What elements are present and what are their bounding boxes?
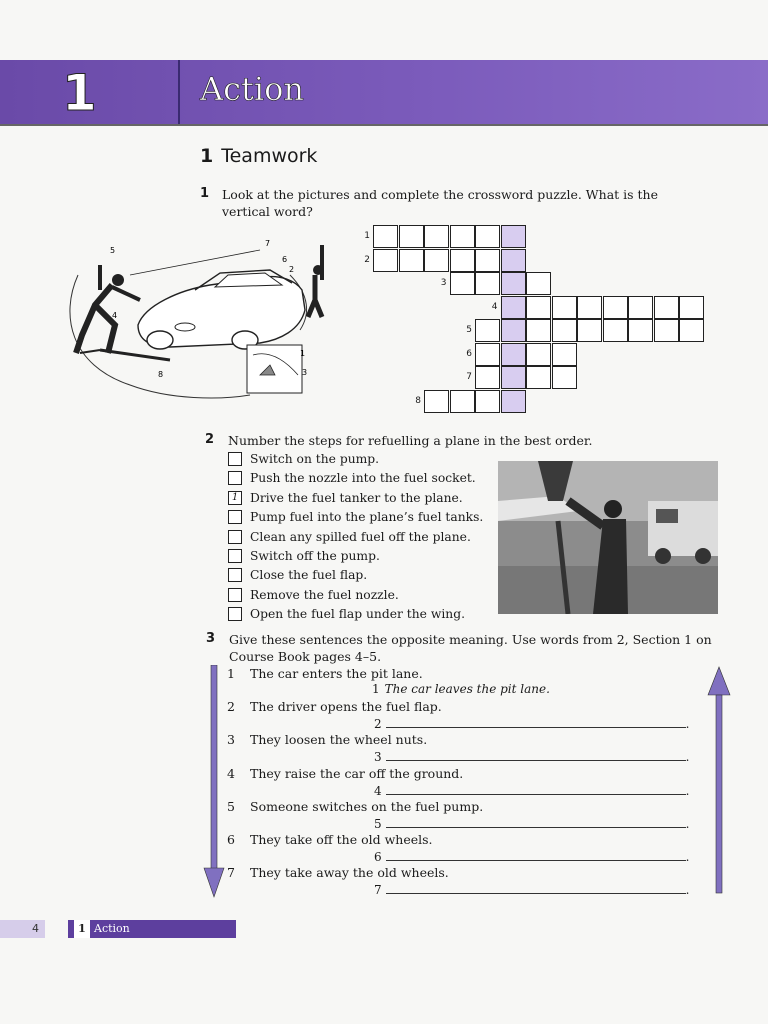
crossword-vertical-cell[interactable] xyxy=(501,319,526,342)
ex2-instruction: Number the steps for refuelling a plane in the best order. xyxy=(228,433,593,448)
crossword-cell[interactable] xyxy=(424,225,449,248)
answer-row xyxy=(374,848,689,864)
sentence-number: 6 xyxy=(227,832,235,847)
crossword-cell[interactable] xyxy=(450,249,475,272)
pic-label-3: 3 xyxy=(302,368,308,377)
answer-row xyxy=(374,815,689,831)
step-text: Switch on the pump. xyxy=(250,452,380,466)
pic-label-6: 6 xyxy=(282,255,288,264)
crossword-cell[interactable] xyxy=(679,296,704,319)
crossword-cell[interactable] xyxy=(654,319,679,342)
sentence-text: They loosen the wheel nuts. xyxy=(250,732,428,748)
answer-period: . xyxy=(685,783,690,798)
crossword-cell[interactable] xyxy=(526,319,551,342)
crossword-cell[interactable] xyxy=(654,296,679,319)
ex3-number: 3 xyxy=(206,631,216,646)
banner-divider xyxy=(178,60,180,124)
step-text: Push the nozzle into the fuel socket. xyxy=(250,471,476,486)
sentence-number: 1 xyxy=(227,666,235,681)
crossword-cell[interactable] xyxy=(399,249,424,272)
crossword-cell[interactable] xyxy=(526,343,551,366)
crossword-cell[interactable] xyxy=(526,272,551,295)
crossword-cell[interactable] xyxy=(475,343,500,366)
pic-label-4: 4 xyxy=(112,311,118,320)
answer-number: 6 xyxy=(374,850,382,864)
answer-number: 5 xyxy=(374,816,382,831)
step-text: Remove the fuel nozzle. xyxy=(250,587,399,602)
pic-label-5: 5 xyxy=(110,246,116,255)
crossword-clue-number: 8 xyxy=(415,395,421,406)
ex3-instruction xyxy=(229,631,712,665)
sentence-text: They raise the car off the ground. xyxy=(250,765,464,781)
crossword-vertical-cell[interactable] xyxy=(501,390,526,413)
step-order-box[interactable] xyxy=(228,510,242,524)
crossword-cell[interactable] xyxy=(552,366,577,389)
sentence-text: The driver opens the fuel flap. xyxy=(250,699,442,715)
crossword-vertical-cell[interactable] xyxy=(501,296,526,319)
crossword-grid xyxy=(355,225,735,425)
ex3-instruction-line1: Give these sentences the opposite meaning. Use words from 2, Section 1 on xyxy=(229,632,712,647)
sentence-text: They take off the old wheels. xyxy=(250,832,433,847)
pic-label-8: 8 xyxy=(158,370,164,379)
sentence-text: They take away the old wheels. xyxy=(250,865,449,881)
footer-unit-bar xyxy=(68,920,236,938)
crossword-cell[interactable] xyxy=(450,390,475,413)
refuelling-photo xyxy=(498,461,718,614)
crossword-vertical-cell[interactable] xyxy=(501,366,526,389)
crossword-cell[interactable] xyxy=(603,296,628,319)
crossword-cell[interactable] xyxy=(475,225,500,248)
pic-label-1: 1 xyxy=(300,349,306,358)
sentence-number: 5 xyxy=(227,798,235,814)
crossword-cell[interactable] xyxy=(373,225,398,248)
step-order-box[interactable] xyxy=(228,607,242,621)
crossword-cell[interactable] xyxy=(424,390,449,413)
crossword-cell[interactable] xyxy=(552,296,577,319)
crossword-cell[interactable] xyxy=(424,249,449,272)
crossword-cell[interactable] xyxy=(475,272,500,295)
crossword-cell[interactable] xyxy=(603,319,628,342)
crossword-cell[interactable] xyxy=(679,319,704,342)
step-order-box[interactable]: 1 xyxy=(228,491,242,505)
answer-line[interactable] xyxy=(386,748,686,761)
answer-row xyxy=(372,682,550,696)
crossword-cell[interactable] xyxy=(628,319,653,342)
page-number: 4 xyxy=(0,920,45,938)
crossword-clue-number: 5 xyxy=(466,325,472,335)
crossword-vertical-cell[interactable] xyxy=(501,272,526,295)
crossword-vertical-cell[interactable] xyxy=(501,249,526,272)
answer-example-text: The car leaves the pit lane. xyxy=(384,682,550,696)
crossword-cell[interactable] xyxy=(552,343,577,366)
step-order-box[interactable] xyxy=(228,471,242,485)
sentence-number: 2 xyxy=(227,699,235,715)
crossword-cell[interactable] xyxy=(475,390,500,413)
answer-line[interactable] xyxy=(386,848,686,861)
crossword-cell[interactable] xyxy=(475,249,500,272)
answer-row xyxy=(374,715,689,731)
step-text: Open the fuel flap under the wing. xyxy=(250,607,465,622)
answer-number: 3 xyxy=(374,750,382,765)
banner-rule xyxy=(0,124,768,126)
unit-title: Action xyxy=(200,70,304,108)
answer-period: . xyxy=(685,883,690,898)
step-text: Pump fuel into the plane’s fuel tanks. xyxy=(250,510,484,525)
sentence-text: Someone switches on the fuel pump. xyxy=(250,798,484,814)
pic-label-2: 2 xyxy=(289,265,295,274)
step-text: Switch off the pump. xyxy=(250,548,380,563)
answer-line[interactable] xyxy=(386,881,686,894)
crossword-cell[interactable] xyxy=(526,366,551,389)
crossword-cell[interactable] xyxy=(628,296,653,319)
step-order-box[interactable] xyxy=(228,530,242,544)
answer-number: 1 xyxy=(372,682,380,696)
ex1-text-line1: Look at the pictures and complete the crossword puzzle. What is the xyxy=(222,187,658,202)
pit-stop-illustration xyxy=(60,235,350,405)
unit-number: 1 xyxy=(62,64,97,122)
step-order-box[interactable] xyxy=(228,452,242,466)
section-number: 1 xyxy=(200,145,214,167)
answer-line[interactable] xyxy=(386,782,686,795)
down-arrow-icon xyxy=(202,665,226,900)
answer-number: 7 xyxy=(374,883,382,898)
step-order-box[interactable] xyxy=(228,568,242,582)
step-order-box[interactable] xyxy=(228,588,242,602)
crossword-cell[interactable] xyxy=(450,225,475,248)
answer-row xyxy=(374,782,689,798)
footer-unit-title: Action xyxy=(94,922,130,935)
step-order-box[interactable] xyxy=(228,549,242,563)
crossword-clue-number: 1 xyxy=(364,231,370,241)
section-title: Teamwork xyxy=(221,145,318,167)
answer-number: 4 xyxy=(374,783,382,798)
crossword-clue-number: 4 xyxy=(491,301,498,312)
sentence-text: The car enters the pit lane. xyxy=(250,666,423,681)
ex1-text-line2: vertical word? xyxy=(222,204,313,219)
crossword-cell[interactable] xyxy=(577,296,602,319)
answer-period: . xyxy=(685,850,690,864)
answer-row xyxy=(374,881,689,897)
answer-period: . xyxy=(685,816,690,831)
crossword-cell[interactable] xyxy=(552,319,577,342)
sentence-number: 7 xyxy=(227,865,235,881)
step-text: Drive the fuel tanker to the plane. xyxy=(250,490,463,505)
crossword-clue-number: 2 xyxy=(364,254,370,265)
answer-number: 2 xyxy=(374,717,382,732)
section-heading xyxy=(200,145,317,167)
unit-banner xyxy=(0,60,768,124)
ex1-number: 1 xyxy=(200,186,210,201)
ex2-number: 2 xyxy=(205,432,215,447)
sentence-number: 4 xyxy=(227,765,235,781)
crossword-cell[interactable] xyxy=(450,272,475,295)
crossword-cell[interactable] xyxy=(577,319,602,342)
crossword-cell[interactable] xyxy=(475,319,500,342)
crossword-clue-number: 6 xyxy=(466,348,472,359)
crossword-clue-number: 3 xyxy=(440,278,447,288)
answer-line[interactable] xyxy=(386,815,686,828)
crossword-cell[interactable] xyxy=(475,366,500,389)
answer-row xyxy=(374,748,689,764)
answer-line[interactable] xyxy=(386,715,686,728)
ex3-instruction-line2: Course Book pages 4–5. xyxy=(229,649,382,664)
crossword-clue-number: 7 xyxy=(466,372,472,382)
crossword-cell[interactable] xyxy=(373,249,398,272)
footer-unit-number: 1 xyxy=(74,920,90,938)
crossword-vertical-cell[interactable] xyxy=(501,343,526,366)
crossword-cell[interactable] xyxy=(399,225,424,248)
ex1-instruction xyxy=(222,186,658,220)
step-text: Clean any spilled fuel off the plane. xyxy=(250,529,471,544)
up-arrow-icon xyxy=(706,665,732,895)
crossword-vertical-cell[interactable] xyxy=(501,225,526,248)
answer-period: . xyxy=(685,717,690,732)
crossword-cell[interactable] xyxy=(526,296,551,319)
answer-period: . xyxy=(685,750,690,765)
pic-label-7: 7 xyxy=(265,239,271,248)
sentence-number: 3 xyxy=(227,732,235,748)
step-text: Close the fuel flap. xyxy=(250,568,368,583)
